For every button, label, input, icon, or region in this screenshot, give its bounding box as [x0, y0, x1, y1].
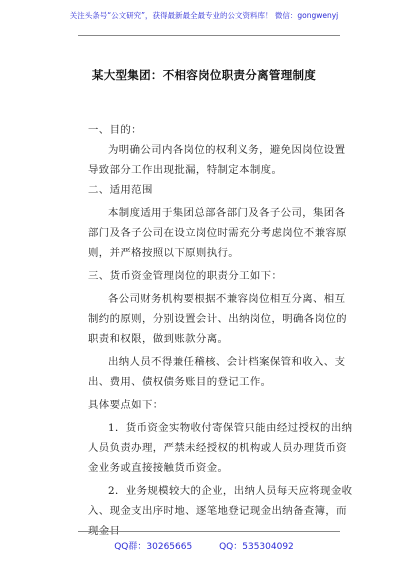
footer-divider: [78, 531, 340, 532]
header-notice: 关注头条号“公文研究”，获得最新最全最专业的公文资料库！ 微信：gongwenyj: [69, 11, 339, 20]
footer-qq-group: QQ群：30265665: [114, 542, 193, 552]
paragraph-purpose-heading: 一、目的：: [88, 124, 142, 136]
paragraph-section3-heading: 三、货币资金管理岗位的职责分工如下：: [88, 270, 283, 282]
paragraph-scope-body: 本制度适用于集团总部各部门及各子公司，集团各部门及各子公司在设立岗位时需充分考虑岗位不兼容原则，并严格按照以下原则执行。: [88, 207, 347, 259]
paragraph-point-1: 1．货币资金实物收付寄保管只能由经过授权的出纳人员负责办理，严禁未经授权的机构或人员办理货币资金业务或直接接触货币资金。: [88, 422, 353, 474]
paragraph-cashier-restriction: 出纳人员不得兼任稽核、会计档案保管和收入、支出、费用、债权债务账目的登记工作。: [88, 356, 346, 388]
footer-contact: [0, 539, 408, 552]
paragraph-key-points-heading: 具体要点如下：: [88, 399, 164, 411]
header-divider: [78, 35, 340, 36]
document-title: 某大型集团：不相容岗位职责分离管理制度: [91, 68, 317, 82]
paragraph-section3-body: 各公司财务机构要根据不兼容岗位相互分离、相互制约的原则，分别设置会计、出纳岗位，明确各岗位的职责和权限，做到账款分离。: [88, 293, 347, 345]
paragraph-point-2: 2．业务规模较大的企业，出纳人员每天应将现金收入、现金支出序时地、逐笔地登记现金出纳备查簿，而现金日: [88, 485, 353, 537]
paragraph-purpose-body: 为明确公司内各岗位的权利义务，避免因岗位设置导致部分工作出现批漏，特制定本制度。: [88, 144, 346, 176]
footer-qq-number: QQ：535304092: [219, 542, 294, 552]
paragraph-scope-heading: 二、适用范围: [88, 184, 153, 196]
